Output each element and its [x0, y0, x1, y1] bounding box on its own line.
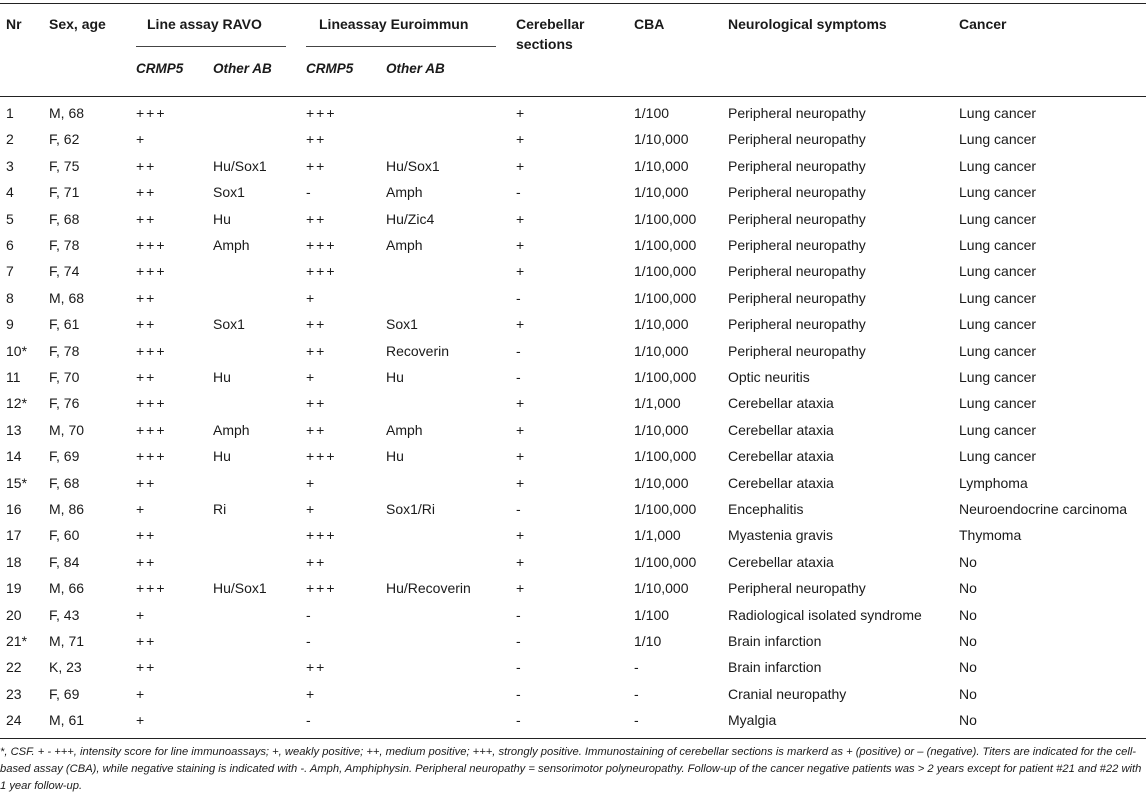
- cell-ravo-other-ab: Hu: [213, 448, 231, 465]
- euroimmun-group-rule: [306, 46, 496, 47]
- table-row: [0, 549, 1146, 575]
- cell-neurological-symptoms: Myastenia gravis: [728, 527, 834, 544]
- cell-ravo-crmp5: ++: [136, 210, 157, 227]
- table-row: [0, 179, 1146, 205]
- cell-sex-age: F, 61: [49, 316, 80, 333]
- cell-cerebellar-sections: -: [516, 712, 523, 729]
- cell-cerebellar-sections: +: [516, 316, 527, 333]
- table-row: [0, 417, 1146, 443]
- table-row: [0, 522, 1146, 548]
- cell-neurological-symptoms: Peripheral neuropathy: [728, 580, 866, 597]
- cell-cerebellar-sections: -: [516, 289, 523, 306]
- cell-neurological-symptoms: Brain infarction: [728, 633, 822, 649]
- cell-cba: 1/10,000: [634, 316, 689, 333]
- cell-nr: 1: [6, 105, 14, 121]
- cell-euroimmun-other-ab: Hu/Zic4: [386, 210, 435, 227]
- cell-sex-age: M, 86: [49, 501, 85, 517]
- subheader-other-ab-ravo: Other AB: [213, 61, 272, 76]
- cell-nr: 8: [6, 289, 14, 306]
- cell-cerebellar-sections: +: [516, 157, 527, 174]
- cell-cancer: No: [959, 580, 977, 597]
- cell-ravo-crmp5: +: [136, 712, 147, 729]
- cell-cerebellar-sections: -: [516, 342, 523, 359]
- cell-cba: 1/10,000: [634, 131, 689, 148]
- cell-cancer: No: [959, 685, 977, 702]
- cell-sex-age: F, 75: [49, 157, 80, 174]
- table-footnote: *, CSF. + - +++, intensity score for line immunoassays; +, weakly positive; ++, medium positive; +++, strongly positive. Immunostaining of cerebellar sections is markerd as + (positive) or – (negative). Titers are indicated for the cell-based assay (CBA), while negative staining is indicated with -. Amph, Amphiphysin. Peripheral neuropathy = sensorimotor polyneuropathy. Follow-up of the cancer negative patients was > 2 years except for patient #21 and #22 with 1 year follow-up.: [0, 746, 1142, 792]
- cell-cerebellar-sections: +: [516, 580, 527, 597]
- cell-ravo-crmp5: +++: [136, 580, 167, 597]
- cell-neurological-symptoms: Peripheral neuropathy: [728, 131, 866, 148]
- header-line-assay-ravo: Line assay RAVO: [147, 16, 262, 32]
- cell-euroimmun-other-ab: Sox1: [386, 316, 418, 333]
- cell-ravo-other-ab: Hu: [213, 369, 231, 385]
- cell-sex-age: F, 68: [49, 210, 80, 227]
- cell-sex-age: M, 71: [49, 633, 85, 649]
- cell-cancer: Lung cancer: [959, 342, 1037, 359]
- cell-euroimmun-crmp5: ++: [306, 421, 327, 438]
- cell-cancer: Thymoma: [959, 527, 1022, 544]
- cell-cancer: Lung cancer: [959, 157, 1037, 174]
- cell-euroimmun-other-ab: Hu: [386, 448, 404, 465]
- cell-sex-age: F, 74: [49, 263, 80, 280]
- cell-euroimmun-crmp5: +++: [306, 263, 337, 280]
- header-cancer: Cancer: [959, 16, 1007, 32]
- cell-sex-age: F, 76: [49, 395, 80, 412]
- cell-neurological-symptoms: Peripheral neuropathy: [728, 316, 866, 333]
- table-row: [0, 364, 1146, 390]
- table-row: [0, 206, 1146, 232]
- header-cba: CBA: [634, 16, 665, 32]
- cell-euroimmun-crmp5: +: [306, 501, 317, 517]
- cell-euroimmun-crmp5: ++: [306, 659, 327, 676]
- cell-neurological-symptoms: Peripheral neuropathy: [728, 263, 866, 280]
- cell-sex-age: F, 68: [49, 474, 80, 491]
- cell-nr: 2: [6, 131, 14, 148]
- cell-cerebellar-sections: -: [516, 633, 523, 649]
- table-row: [0, 390, 1146, 416]
- cell-cancer: Neuroendocrine carcinoma: [959, 501, 1128, 517]
- cell-cba: 1/10,000: [634, 580, 689, 597]
- cell-nr: 4: [6, 184, 14, 201]
- cell-cerebellar-sections: -: [516, 184, 523, 201]
- cell-ravo-crmp5: +: [136, 606, 147, 623]
- cell-cancer: Lung cancer: [959, 210, 1037, 227]
- cell-cba: 1/10,000: [634, 342, 689, 359]
- cell-ravo-other-ab: Hu/Sox1: [213, 580, 267, 597]
- cell-cerebellar-sections: -: [516, 501, 523, 517]
- cell-sex-age: F, 60: [49, 527, 80, 544]
- header-lineassay-euroimmun: Lineassay Euroimmun: [319, 16, 469, 32]
- cell-cerebellar-sections: -: [516, 369, 523, 385]
- cell-ravo-crmp5: +++: [136, 395, 167, 412]
- cell-ravo-other-ab: Amph: [213, 237, 250, 253]
- cell-ravo-other-ab: Hu/Sox1: [213, 157, 267, 174]
- cell-nr: 18: [6, 553, 22, 570]
- cell-ravo-crmp5: ++: [136, 659, 157, 676]
- cell-euroimmun-other-ab: Amph: [386, 237, 423, 253]
- cell-nr: 22: [6, 659, 22, 676]
- cell-ravo-crmp5: +++: [136, 448, 167, 465]
- cell-cancer: No: [959, 659, 977, 676]
- cell-cerebellar-sections: -: [516, 606, 523, 623]
- cell-cerebellar-sections: -: [516, 685, 523, 702]
- table-row: [0, 602, 1146, 628]
- cell-cancer: Lung cancer: [959, 131, 1037, 148]
- cell-neurological-symptoms: Cerebellar ataxia: [728, 395, 834, 412]
- cell-cba: -: [634, 712, 639, 729]
- cell-cancer: Lung cancer: [959, 316, 1037, 333]
- cell-cba: -: [634, 659, 639, 676]
- table-row: [0, 258, 1146, 284]
- cell-cba: 1/100,000: [634, 289, 697, 306]
- cell-euroimmun-crmp5: ++: [306, 395, 327, 412]
- cell-nr: 10*: [6, 342, 28, 359]
- cell-ravo-crmp5: ++: [136, 157, 157, 174]
- header-nr: Nr: [6, 16, 22, 32]
- cell-sex-age: K, 23: [49, 659, 82, 676]
- table-row: [0, 654, 1146, 680]
- cell-sex-age: M, 61: [49, 712, 85, 729]
- cell-ravo-other-ab: Amph: [213, 421, 250, 438]
- cell-sex-age: F, 71: [49, 184, 80, 201]
- cell-euroimmun-crmp5: -: [306, 606, 313, 623]
- cell-cancer: No: [959, 553, 977, 570]
- table-row: [0, 496, 1146, 522]
- cell-cba: 1/10,000: [634, 421, 689, 438]
- cell-sex-age: F, 69: [49, 685, 80, 702]
- cell-nr: 5: [6, 210, 14, 227]
- cell-neurological-symptoms: Peripheral neuropathy: [728, 289, 866, 306]
- cell-ravo-crmp5: +: [136, 501, 147, 517]
- table-row: [0, 338, 1146, 364]
- cell-cerebellar-sections: +: [516, 131, 527, 148]
- cell-cba: 1/100,000: [634, 369, 697, 385]
- cell-ravo-crmp5: +++: [136, 263, 167, 280]
- cell-cancer: Lung cancer: [959, 395, 1037, 412]
- cell-euroimmun-crmp5: +++: [306, 580, 337, 597]
- cell-nr: 16: [6, 501, 22, 517]
- cell-euroimmun-crmp5: ++: [306, 553, 327, 570]
- cell-ravo-crmp5: ++: [136, 527, 157, 544]
- cell-neurological-symptoms: Cerebellar ataxia: [728, 421, 834, 438]
- cell-neurological-symptoms: Brain infarction: [728, 659, 822, 676]
- cell-cba: 1/100: [634, 606, 670, 623]
- cell-ravo-crmp5: +: [136, 685, 147, 702]
- cell-ravo-other-ab: Sox1: [213, 316, 245, 333]
- table-row: [0, 443, 1146, 469]
- cell-sex-age: F, 62: [49, 131, 80, 148]
- cell-sex-age: F, 43: [49, 606, 80, 623]
- cell-euroimmun-crmp5: +: [306, 474, 317, 491]
- cell-cancer: Lung cancer: [959, 448, 1037, 465]
- cell-nr: 3: [6, 157, 14, 174]
- cell-neurological-symptoms: Cerebellar ataxia: [728, 448, 834, 465]
- cell-neurological-symptoms: Radiological isolated syndrome: [728, 606, 922, 623]
- table-row: [0, 100, 1146, 126]
- cell-ravo-crmp5: ++: [136, 633, 157, 649]
- header-neurological-symptoms: Neurological symptoms: [728, 16, 887, 32]
- cell-euroimmun-other-ab: Hu: [386, 369, 404, 385]
- cell-cba: 1/10: [634, 633, 662, 649]
- cell-cerebellar-sections: +: [516, 553, 527, 570]
- cell-neurological-symptoms: Peripheral neuropathy: [728, 342, 866, 359]
- cell-cba: -: [634, 685, 639, 702]
- cell-ravo-crmp5: ++: [136, 316, 157, 333]
- cell-euroimmun-crmp5: +: [306, 289, 317, 306]
- table-row: [0, 628, 1146, 654]
- cell-nr: 11: [6, 369, 21, 385]
- cell-sex-age: M, 68: [49, 105, 85, 121]
- cell-cancer: Lymphoma: [959, 474, 1028, 491]
- subheader-other-ab-euroimmun: Other AB: [386, 61, 445, 76]
- cell-cancer: No: [959, 633, 977, 649]
- cell-neurological-symptoms: Peripheral neuropathy: [728, 105, 866, 121]
- cell-sex-age: F, 70: [49, 369, 80, 385]
- cell-euroimmun-crmp5: +++: [306, 105, 337, 121]
- cell-cba: 1/10,000: [634, 474, 689, 491]
- cell-euroimmun-other-ab: Amph: [386, 421, 423, 438]
- table-bottom-rule: [0, 738, 1146, 739]
- cell-cerebellar-sections: +: [516, 263, 527, 280]
- subheader-crmp5-ravo: CRMP5: [136, 61, 184, 76]
- cell-ravo-crmp5: +++: [136, 342, 167, 359]
- cell-euroimmun-crmp5: ++: [306, 131, 327, 148]
- cell-cba: 1/100,000: [634, 501, 697, 517]
- table-row: [0, 285, 1146, 311]
- cell-cancer: Lung cancer: [959, 289, 1037, 306]
- cell-ravo-crmp5: ++: [136, 369, 157, 385]
- table-row: [0, 707, 1146, 733]
- cell-cba: 1/100,000: [634, 263, 697, 280]
- cell-cba: 1/1,000: [634, 527, 681, 544]
- cell-nr: 9: [6, 316, 14, 333]
- cell-ravo-crmp5: ++: [136, 289, 157, 306]
- cell-nr: 14: [6, 448, 22, 465]
- cell-euroimmun-crmp5: -: [306, 184, 313, 201]
- cell-cancer: Lung cancer: [959, 105, 1037, 121]
- cell-ravo-crmp5: +++: [136, 421, 167, 438]
- ravo-group-rule: [136, 46, 286, 47]
- cell-cerebellar-sections: +: [516, 421, 527, 438]
- cell-euroimmun-crmp5: +++: [306, 448, 337, 465]
- cell-cerebellar-sections: +: [516, 237, 527, 253]
- cell-nr: 17: [6, 527, 22, 544]
- cell-euroimmun-crmp5: +++: [306, 527, 337, 544]
- cell-euroimmun-other-ab: Sox1/Ri: [386, 501, 436, 517]
- cell-sex-age: F, 78: [49, 342, 80, 359]
- header-sections: sections: [516, 36, 573, 52]
- cell-sex-age: M, 70: [49, 421, 85, 438]
- cell-nr: 6: [6, 237, 14, 253]
- cell-ravo-crmp5: ++: [136, 553, 157, 570]
- cell-cba: 1/1,000: [634, 395, 681, 412]
- cell-neurological-symptoms: Cerebellar ataxia: [728, 553, 834, 570]
- cell-nr: 21*: [6, 633, 28, 649]
- cell-cba: 1/100,000: [634, 210, 697, 227]
- cell-nr: 24: [6, 712, 22, 729]
- cell-cancer: No: [959, 712, 977, 729]
- cell-neurological-symptoms: Peripheral neuropathy: [728, 184, 866, 201]
- table-row: [0, 681, 1146, 707]
- cell-ravo-other-ab: Ri: [213, 501, 227, 517]
- cell-ravo-other-ab: Hu: [213, 210, 231, 227]
- cell-sex-age: M, 68: [49, 289, 85, 306]
- cell-cancer: Lung cancer: [959, 369, 1037, 385]
- cell-neurological-symptoms: Cranial neuropathy: [728, 685, 847, 702]
- cell-cerebellar-sections: +: [516, 527, 527, 544]
- table-row: [0, 311, 1146, 337]
- table-row: [0, 126, 1146, 152]
- subheader-crmp5-euroimmun: CRMP5: [306, 61, 354, 76]
- cell-neurological-symptoms: Myalgia: [728, 712, 777, 729]
- cell-cancer: Lung cancer: [959, 237, 1037, 253]
- cell-cerebellar-sections: +: [516, 448, 527, 465]
- cell-euroimmun-other-ab: Hu/Sox1: [386, 157, 440, 174]
- cell-euroimmun-crmp5: ++: [306, 210, 327, 227]
- table-row: [0, 232, 1146, 258]
- table-row: [0, 575, 1146, 601]
- cell-ravo-crmp5: +: [136, 131, 147, 148]
- cell-euroimmun-crmp5: +: [306, 369, 317, 385]
- cell-cerebellar-sections: +: [516, 474, 527, 491]
- cell-cancer: No: [959, 606, 977, 623]
- cell-nr: 13: [6, 421, 22, 438]
- cell-neurological-symptoms: Cerebellar ataxia: [728, 474, 834, 491]
- cell-euroimmun-crmp5: -: [306, 712, 313, 729]
- cell-euroimmun-crmp5: ++: [306, 342, 327, 359]
- cell-euroimmun-crmp5: ++: [306, 157, 327, 174]
- cell-neurological-symptoms: Peripheral neuropathy: [728, 237, 866, 253]
- cell-euroimmun-other-ab: Recoverin: [386, 342, 450, 359]
- cell-ravo-crmp5: ++: [136, 184, 157, 201]
- cell-cancer: Lung cancer: [959, 184, 1037, 201]
- cell-euroimmun-crmp5: +: [306, 685, 317, 702]
- cell-cba: 1/100,000: [634, 553, 697, 570]
- cell-neurological-symptoms: Optic neuritis: [728, 369, 810, 385]
- cell-cerebellar-sections: +: [516, 395, 527, 412]
- table-top-rule: [0, 3, 1146, 4]
- cell-cancer: Lung cancer: [959, 421, 1037, 438]
- header-bottom-rule: [0, 96, 1146, 97]
- cell-cba: 1/100: [634, 105, 670, 121]
- cell-ravo-crmp5: +++: [136, 105, 167, 121]
- cell-cerebellar-sections: +: [516, 210, 527, 227]
- table-row: [0, 153, 1146, 179]
- cell-cba: 1/10,000: [634, 184, 689, 201]
- cell-cerebellar-sections: +: [516, 105, 527, 121]
- cell-neurological-symptoms: Peripheral neuropathy: [728, 210, 866, 227]
- cell-cerebellar-sections: -: [516, 659, 523, 676]
- cell-cancer: Lung cancer: [959, 263, 1037, 280]
- cell-neurological-symptoms: Encephalitis: [728, 501, 804, 517]
- cell-cba: 1/100,000: [634, 448, 697, 465]
- cell-nr: 20: [6, 606, 22, 623]
- header-cerebellar: Cerebellar: [516, 16, 585, 32]
- cell-euroimmun-crmp5: ++: [306, 316, 327, 333]
- cell-cba: 1/100,000: [634, 237, 697, 253]
- cell-nr: 15*: [6, 474, 28, 491]
- cell-euroimmun-other-ab: Hu/Recoverin: [386, 580, 471, 597]
- cell-euroimmun-crmp5: +++: [306, 237, 337, 253]
- cell-sex-age: M, 66: [49, 580, 85, 597]
- cell-sex-age: F, 78: [49, 237, 80, 253]
- cell-nr: 19: [6, 580, 22, 597]
- cell-ravo-other-ab: Sox1: [213, 184, 245, 201]
- cell-neurological-symptoms: Peripheral neuropathy: [728, 157, 866, 174]
- cell-ravo-crmp5: ++: [136, 474, 157, 491]
- table-row: [0, 470, 1146, 496]
- cell-sex-age: F, 69: [49, 448, 80, 465]
- cell-euroimmun-other-ab: Amph: [386, 184, 423, 201]
- cell-sex-age: F, 84: [49, 553, 80, 570]
- cell-nr: 12*: [6, 395, 28, 412]
- cell-ravo-crmp5: +++: [136, 237, 167, 253]
- cell-nr: 23: [6, 685, 22, 702]
- cell-cba: 1/10,000: [634, 157, 689, 174]
- cell-euroimmun-crmp5: -: [306, 633, 313, 649]
- header-sex-age: Sex, age: [49, 16, 106, 32]
- cell-nr: 7: [6, 263, 14, 280]
